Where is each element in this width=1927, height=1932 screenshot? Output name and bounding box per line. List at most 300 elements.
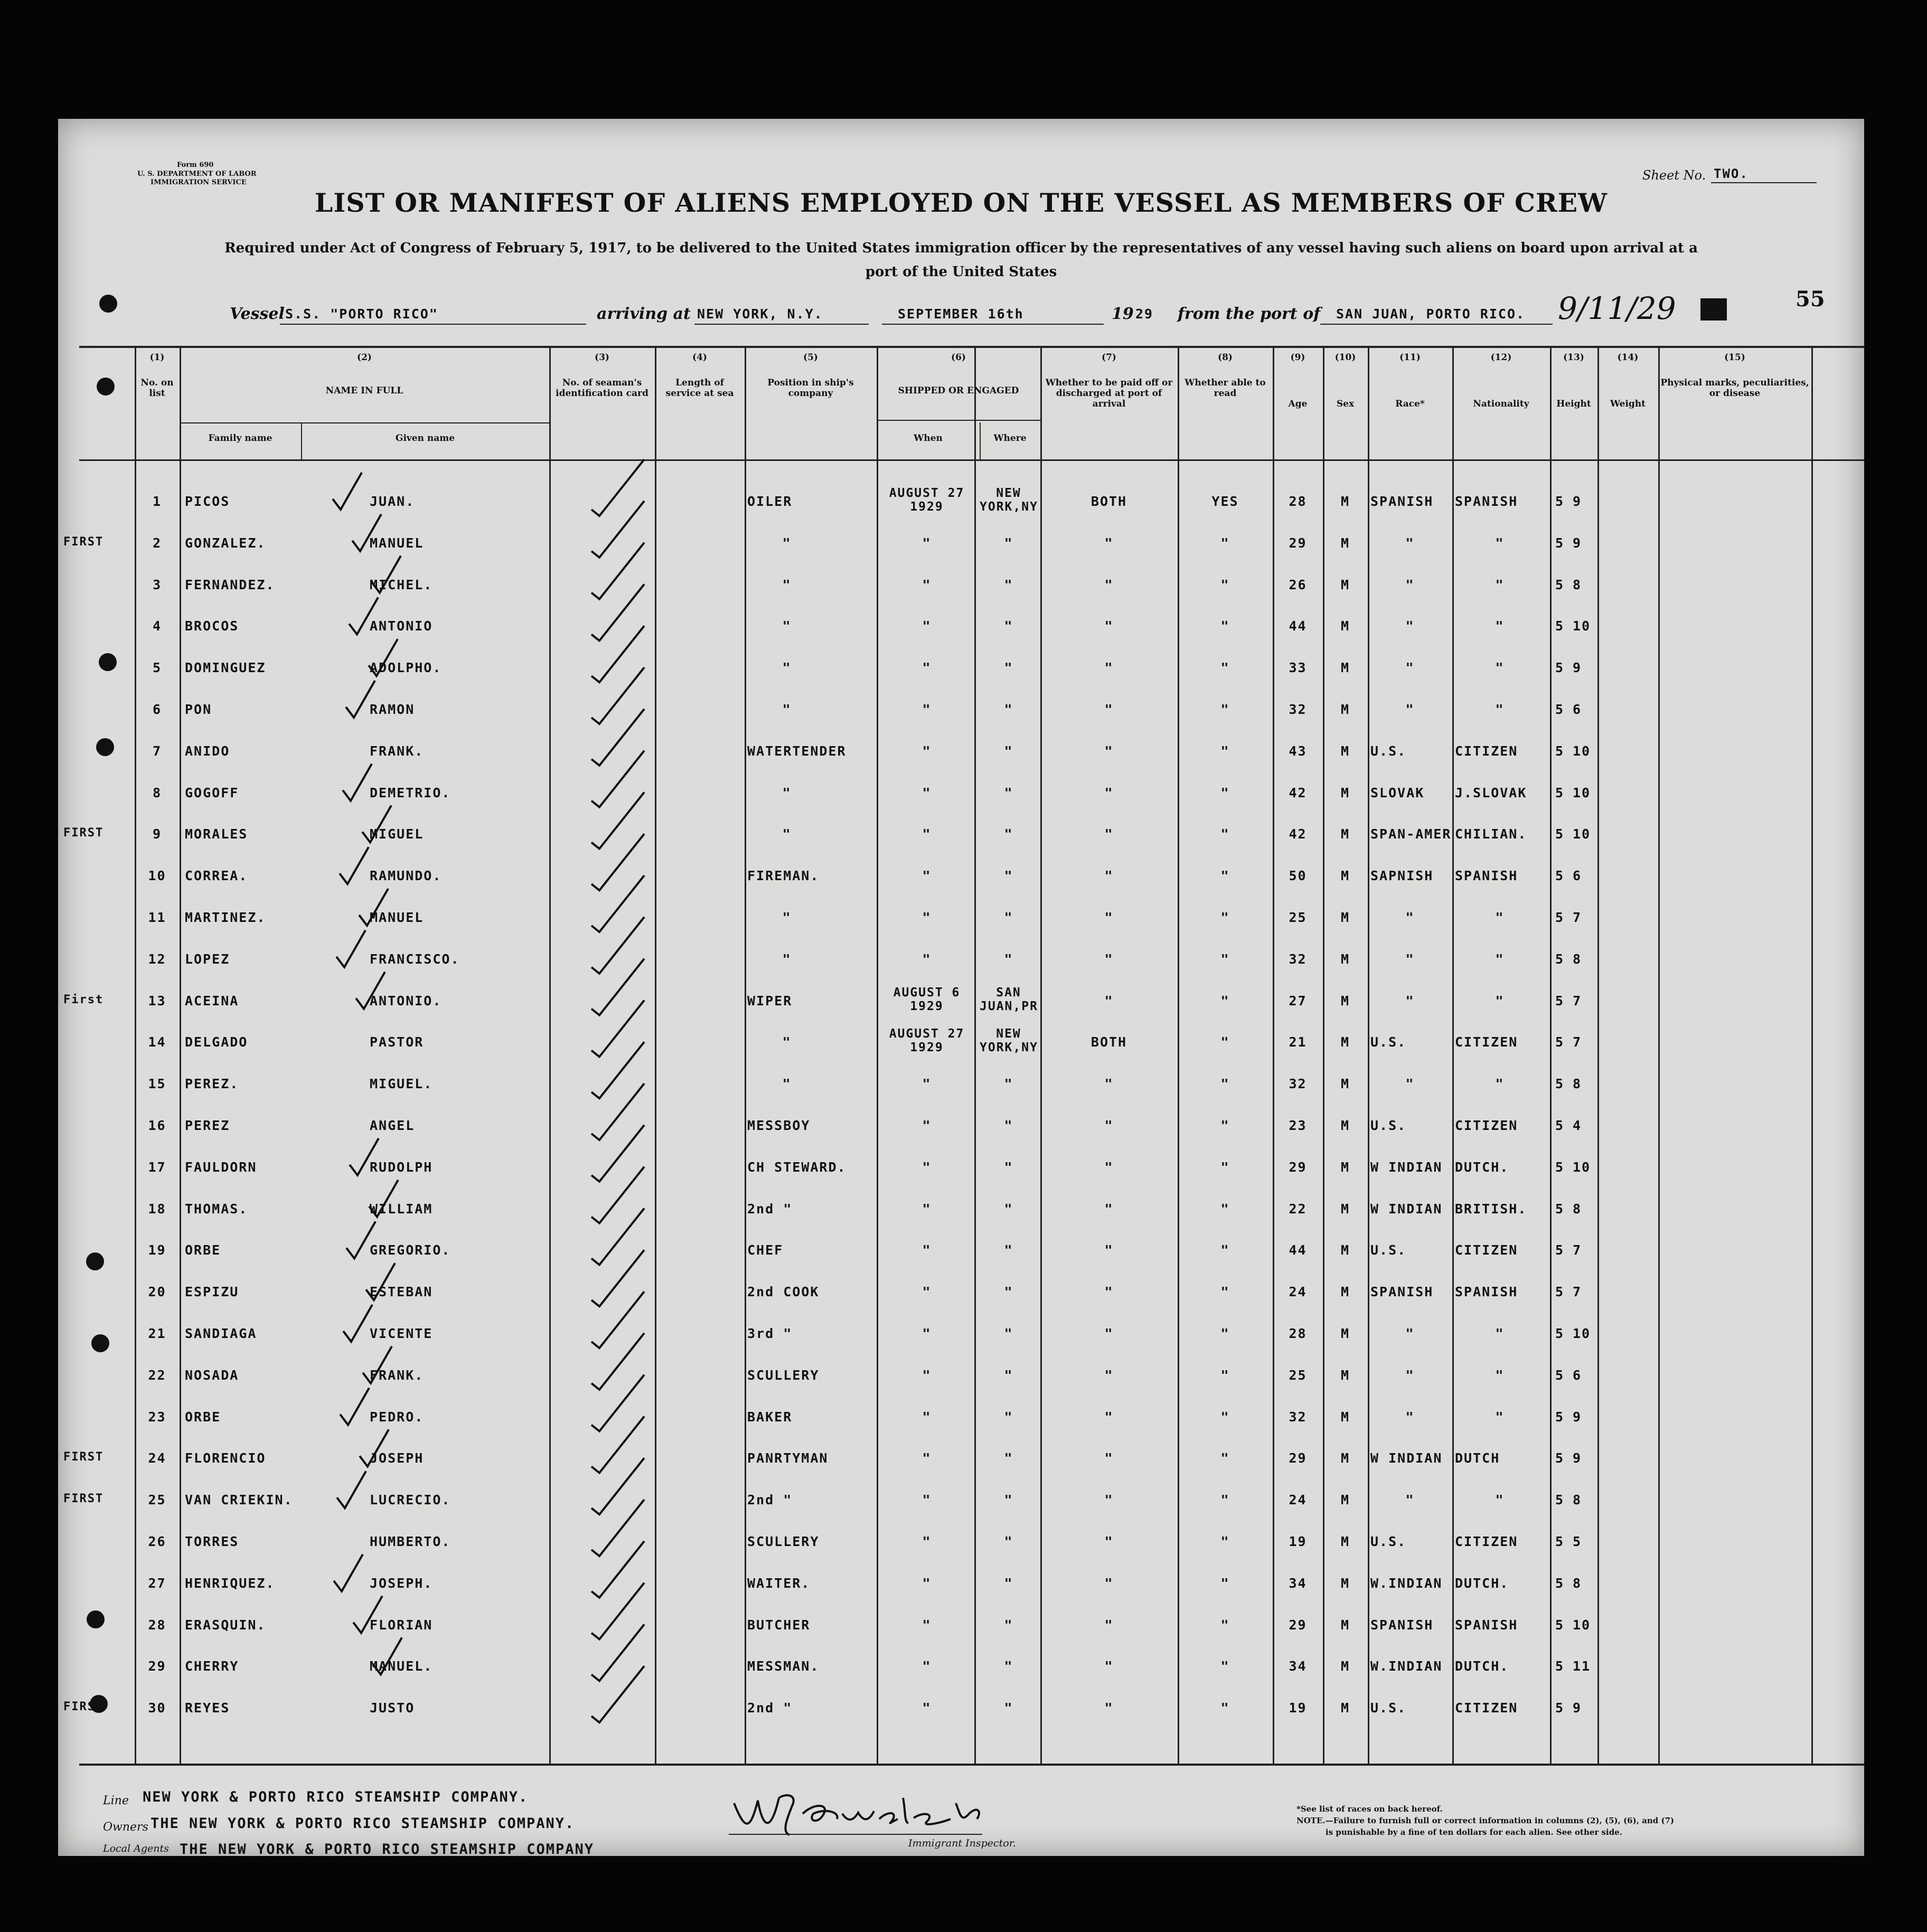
sex-cell: M (1340, 1242, 1350, 1258)
age-cell: 25 (1289, 910, 1307, 925)
given-name-cell: ANGEL (370, 1118, 415, 1133)
column-header-service-length: Length of service at sea (665, 378, 734, 399)
position-cell: " (782, 1076, 792, 1092)
height-inches-cell: 5 (1573, 1534, 1582, 1549)
read-cell: " (1220, 743, 1230, 759)
paid-off-cell: " (1104, 785, 1114, 800)
column-number: (9) (1290, 352, 1305, 363)
read-cell: " (1220, 910, 1230, 925)
id-card-check-icon (591, 543, 644, 599)
given-name-cell: RAMUNDO. (370, 868, 442, 884)
inspector-check-marks (58, 119, 1864, 1856)
height-inches-cell: 9 (1573, 1450, 1582, 1466)
sex-cell: M (1340, 1284, 1350, 1300)
sheet-number-label: Sheet No. (1642, 168, 1706, 183)
height-inches-cell: 8 (1573, 1492, 1582, 1508)
paid-off-cell: " (1104, 993, 1114, 1009)
nationality-cell: " (1495, 1076, 1505, 1092)
read-cell: " (1220, 618, 1230, 634)
nationality-cell: CITIZEN (1455, 1534, 1518, 1549)
read-cell: " (1220, 951, 1230, 967)
race-cell: W.INDIAN (1370, 1658, 1443, 1674)
height-feet-cell: 5 (1555, 1159, 1565, 1175)
column-header-paid-off: Whether to be paid off or discharged at port of arrival (1045, 378, 1173, 409)
column-header-read: Whether able to read (1185, 378, 1266, 399)
nationality-cell: CITIZEN (1455, 1700, 1518, 1716)
position-cell: FIREMAN. (747, 868, 820, 884)
given-name-cell: ANTONIO (370, 618, 433, 634)
race-cell: " (1405, 1492, 1415, 1508)
nationality-cell: CHILIAN. (1455, 826, 1527, 842)
given-name-cell: JUSTO (370, 1700, 415, 1716)
row-number: 2 (152, 535, 162, 551)
column-header-family-name: Family name (208, 433, 272, 444)
check-mark-icon (359, 889, 388, 926)
vessel-label: Vessel (230, 305, 285, 323)
id-card-check-icon (591, 1292, 644, 1348)
shipped-when-cell: " (922, 910, 932, 925)
shipped-where-cell: " (1004, 1409, 1013, 1425)
shipped-when-cell: " (922, 743, 932, 759)
position-cell: BUTCHER (747, 1617, 811, 1633)
position-cell: CH STEWARD. (747, 1159, 847, 1175)
nationality-cell: " (1495, 702, 1505, 717)
row-number: 27 (148, 1575, 166, 1591)
shipped-where-cell: " (1004, 1076, 1013, 1092)
height-feet-cell: 5 (1555, 494, 1565, 509)
check-mark-icon (337, 1471, 366, 1508)
id-card-check-icon (591, 1250, 644, 1306)
row-number: 14 (148, 1034, 166, 1050)
paid-off-cell: " (1104, 951, 1114, 967)
position-cell: PANRTYMAN (747, 1450, 829, 1466)
column-number: (6) (951, 352, 966, 363)
shipped-when-cell: " (922, 951, 932, 967)
shipped-when-cell: " (922, 618, 932, 634)
family-name-cell: ESPIZU (185, 1284, 239, 1300)
margin-annotation: FIRST (63, 535, 104, 549)
nationality-cell: CITIZEN (1455, 1118, 1518, 1133)
shipped-when-cell: " (922, 868, 932, 884)
page-subtitle-2: port of the United States (865, 264, 1057, 280)
shipped-when-cell: " (922, 826, 932, 842)
column-header-when: When (914, 433, 943, 444)
year-prefix: 19 (1112, 305, 1134, 323)
sex-cell: M (1340, 1617, 1350, 1633)
position-cell: 2nd COOK (747, 1284, 820, 1300)
given-name-cell: PEDRO. (370, 1409, 424, 1425)
given-name-cell: JUAN. (370, 494, 415, 509)
position-cell: OILER (747, 494, 793, 509)
sex-cell: M (1340, 1326, 1350, 1341)
check-mark-icon (349, 597, 378, 634)
position-cell: " (782, 577, 792, 592)
id-card-check-icon (591, 667, 644, 724)
position-cell: " (782, 785, 792, 800)
agents-company: THE NEW YORK & PORTO RICO STEAMSHIP COMPANY (180, 1841, 594, 1858)
manifest-sheet (58, 119, 1864, 1856)
column-header-where: Where (993, 433, 1027, 444)
given-name-cell: ADOLPHO. (370, 660, 442, 676)
column-number: (1) (149, 352, 165, 363)
owners-company: THE NEW YORK & PORTO RICO STEAMSHIP COMPANY. (151, 1815, 575, 1832)
shipped-where-cell: " (1004, 868, 1013, 884)
read-cell: " (1220, 702, 1230, 717)
age-cell: 29 (1289, 1617, 1307, 1633)
note-races: *See list of races on back hereof. (1296, 1804, 1443, 1814)
age-cell: 29 (1289, 1159, 1307, 1175)
age-cell: 32 (1289, 1076, 1307, 1092)
shipped-where-cell: " (1004, 1242, 1013, 1258)
height-inches-cell: 9 (1573, 535, 1582, 551)
read-cell: " (1220, 1159, 1230, 1175)
sex-cell: M (1340, 1076, 1350, 1092)
check-mark-icon (350, 1138, 379, 1175)
year-suffix: 29 (1135, 306, 1154, 322)
arriving-label: arriving at (597, 305, 691, 323)
line-company: NEW YORK & PORTO RICO STEAMSHIP COMPANY. (143, 1789, 529, 1805)
shipped-when-cell: " (922, 1326, 932, 1341)
row-number: 18 (148, 1201, 166, 1217)
family-name-cell: PEREZ. (185, 1076, 239, 1092)
paid-off-cell: " (1104, 577, 1114, 592)
read-cell: " (1220, 1367, 1230, 1383)
id-card-check-icon (591, 751, 644, 807)
height-feet-cell: 5 (1555, 868, 1565, 884)
read-cell: " (1220, 1034, 1230, 1050)
position-cell: WATERTENDER (747, 743, 847, 759)
paid-off-cell: " (1104, 1159, 1114, 1175)
sex-cell: M (1340, 1118, 1350, 1133)
row-number: 25 (148, 1492, 166, 1508)
shipped-where-cell: " (1004, 535, 1013, 551)
id-card-check-icon (591, 1541, 644, 1598)
read-cell: " (1220, 1450, 1230, 1466)
row-number: 5 (152, 660, 162, 676)
from-port: SAN JUAN, PORTO RICO. (1336, 306, 1526, 322)
sex-cell: M (1340, 1492, 1350, 1508)
nationality-cell: " (1495, 1492, 1505, 1508)
paid-off-cell: " (1104, 660, 1114, 676)
id-card-check-icon (591, 1624, 644, 1681)
handwritten-date: 9/11/29 (1558, 290, 1676, 326)
column-number: (3) (595, 352, 609, 363)
height-inches-cell: 9 (1573, 660, 1582, 676)
race-cell: U.S. (1370, 1118, 1407, 1133)
form-number: Form 690 (177, 161, 214, 169)
age-cell: 19 (1289, 1700, 1307, 1716)
shipped-when-cell: " (922, 1409, 932, 1425)
paid-off-cell: " (1104, 910, 1114, 925)
vessel-name: S.S. "PORTO RICO" (285, 306, 438, 322)
family-name-cell: FLORENCIO (185, 1450, 266, 1466)
shipped-where-cell: " (1004, 910, 1013, 925)
height-feet-cell: 5 (1555, 1242, 1565, 1258)
race-cell: U.S. (1370, 1534, 1407, 1549)
position-cell: " (782, 951, 792, 967)
nationality-cell: " (1495, 535, 1505, 551)
nationality-cell: CITIZEN (1455, 1034, 1518, 1050)
from-port-label: from the port of (1178, 305, 1321, 323)
row-number: 17 (148, 1159, 166, 1175)
shipped-where-cell: " (1004, 1450, 1013, 1466)
shipped-where-cell: " (1004, 1534, 1013, 1549)
age-cell: 19 (1289, 1534, 1307, 1549)
height-feet-cell: 5 (1555, 1658, 1565, 1674)
given-name-cell: FLORIAN (370, 1617, 433, 1633)
shipped-where-cell: NEW YORK,NY (980, 1027, 1038, 1055)
given-name-cell: MIGUEL (370, 826, 424, 842)
shipped-where-cell: " (1004, 1326, 1013, 1341)
check-mark-icon (343, 1305, 372, 1342)
sex-cell: M (1340, 618, 1350, 634)
family-name-cell: PICOS (185, 494, 230, 509)
height-inches-cell: 10 (1573, 1326, 1591, 1341)
height-inches-cell: 11 (1573, 1658, 1591, 1674)
sex-cell: M (1340, 1409, 1350, 1425)
nationality-cell: J.SLOVAK (1455, 785, 1527, 800)
column-header-given-name: Given name (395, 433, 455, 444)
given-name-cell: FRANCISCO. (370, 951, 460, 967)
sex-cell: M (1340, 1575, 1350, 1591)
id-card-check-icon (591, 584, 644, 640)
column-header-shipped: SHIPPED OR ENGAGED (898, 385, 1019, 396)
read-cell: " (1220, 1242, 1230, 1258)
height-inches-cell: 9 (1573, 1409, 1582, 1425)
shipped-where-cell: NEW YORK,NY (980, 486, 1038, 514)
shipped-where-cell: " (1004, 1284, 1013, 1300)
paid-off-cell: " (1104, 1492, 1114, 1508)
race-cell: W INDIAN (1370, 1201, 1443, 1217)
given-name-cell: GREGORIO. (370, 1242, 451, 1258)
id-card-check-icon (591, 1666, 644, 1722)
id-card-check-icon (591, 459, 644, 516)
race-cell: W INDIAN (1370, 1450, 1443, 1466)
sex-cell: M (1340, 535, 1350, 551)
race-cell: " (1405, 1076, 1415, 1092)
read-cell: " (1220, 535, 1230, 551)
nationality-cell: " (1495, 910, 1505, 925)
family-name-cell: SANDIAGA (185, 1326, 257, 1341)
age-cell: 32 (1289, 702, 1307, 717)
given-name-cell: FRANK. (370, 1367, 424, 1383)
column-header-position: Position in ship's company (767, 378, 854, 399)
column-header-weight: Weight (1610, 399, 1646, 409)
id-card-check-icon (591, 1416, 644, 1473)
paid-off-cell: " (1104, 1076, 1114, 1092)
margin-annotation: FIRST (63, 826, 104, 840)
nationality-cell: CITIZEN (1455, 743, 1518, 759)
age-cell: 44 (1289, 618, 1307, 634)
id-card-check-icon (591, 1500, 644, 1556)
shipped-when-cell: " (922, 1534, 932, 1549)
check-mark-icon (360, 1429, 389, 1466)
nationality-cell: BRITISH. (1455, 1201, 1527, 1217)
position-cell: " (782, 702, 792, 717)
row-number: 4 (152, 618, 162, 634)
id-card-check-icon (591, 1458, 644, 1514)
family-name-cell: MORALES (185, 826, 248, 842)
row-number: 26 (148, 1534, 166, 1549)
height-inches-cell: 7 (1573, 1242, 1582, 1258)
id-card-check-icon (591, 1000, 644, 1057)
position-cell: MESSMAN. (747, 1658, 820, 1674)
height-feet-cell: 5 (1555, 1076, 1565, 1092)
sex-cell: M (1340, 577, 1350, 592)
height-feet-cell: 5 (1555, 951, 1565, 967)
family-name-cell: PON (185, 702, 212, 717)
sex-cell: M (1340, 951, 1350, 967)
age-cell: 22 (1289, 1201, 1307, 1217)
race-cell: " (1405, 1409, 1415, 1425)
column-header-no: No. on list (140, 378, 174, 399)
position-cell: 2nd " (747, 1700, 793, 1716)
sex-cell: M (1340, 1700, 1350, 1716)
nationality-cell: SPANISH (1455, 1617, 1518, 1633)
arrival-port: NEW YORK, N.Y. (697, 306, 823, 322)
check-mark-icon (336, 930, 365, 967)
position-cell: WAITER. (747, 1575, 811, 1591)
shipped-when-cell: AUGUST 27 1929 (889, 1027, 965, 1055)
shipped-where-cell: SAN JUAN,PR (980, 985, 1038, 1013)
given-name-cell: JOSEPH (370, 1450, 424, 1466)
age-cell: 43 (1289, 743, 1307, 759)
check-mark-icon (333, 473, 362, 510)
height-feet-cell: 5 (1555, 1118, 1565, 1133)
race-cell: " (1405, 618, 1415, 634)
family-name-cell: THOMAS. (185, 1201, 248, 1217)
id-card-check-icon (591, 1333, 644, 1390)
nationality-cell: " (1495, 1367, 1505, 1383)
margin-annotation: FIRST (63, 1700, 104, 1714)
family-name-cell: TORRES (185, 1534, 239, 1549)
height-feet-cell: 5 (1555, 1326, 1565, 1341)
height-inches-cell: 10 (1573, 743, 1591, 759)
race-cell: " (1405, 1367, 1415, 1383)
id-card-check-icon (591, 626, 644, 682)
sex-cell: M (1340, 1159, 1350, 1175)
given-name-cell: MANUEL (370, 910, 424, 925)
family-name-cell: ANIDO (185, 743, 230, 759)
check-mark-icon (373, 1637, 402, 1674)
sex-cell: M (1340, 993, 1350, 1009)
shipped-when-cell: " (922, 1367, 932, 1383)
given-name-cell: MANUEL (370, 535, 424, 551)
race-cell: " (1405, 660, 1415, 676)
shipped-where-cell: " (1004, 618, 1013, 634)
race-cell: SLOVAK (1370, 785, 1425, 800)
paid-off-cell: " (1104, 1367, 1114, 1383)
height-feet-cell: 5 (1555, 1492, 1565, 1508)
check-mark-icon (353, 1596, 382, 1633)
row-number: 15 (148, 1076, 166, 1092)
age-cell: 32 (1289, 951, 1307, 967)
height-feet-cell: 5 (1555, 1575, 1565, 1591)
sex-cell: M (1340, 1367, 1350, 1383)
column-header-age: Age (1288, 399, 1308, 409)
age-cell: 44 (1289, 1242, 1307, 1258)
department-label: U. S. DEPARTMENT OF LABOR (137, 170, 257, 178)
family-name-cell: DOMINGUEZ (185, 660, 266, 676)
race-cell: " (1405, 910, 1415, 925)
nationality-cell: " (1495, 660, 1505, 676)
shipped-where-cell: " (1004, 577, 1013, 592)
read-cell: " (1220, 1326, 1230, 1341)
stamp-number: 55 (1796, 287, 1825, 312)
shipped-when-cell: " (922, 785, 932, 800)
row-number: 11 (148, 910, 166, 925)
check-mark-icon (369, 1180, 398, 1217)
height-inches-cell: 7 (1573, 910, 1582, 925)
height-inches-cell: 10 (1573, 1617, 1591, 1633)
given-name-cell: VICENTE (370, 1326, 433, 1341)
shipped-when-cell: AUGUST 27 1929 (889, 486, 965, 514)
given-name-cell: MIGUEL. (370, 1076, 433, 1092)
family-name-cell: LOPEZ (185, 951, 230, 967)
age-cell: 25 (1289, 1367, 1307, 1383)
row-number: 9 (152, 826, 162, 842)
height-feet-cell: 5 (1555, 1617, 1565, 1633)
page-subtitle: Required under Act of Congress of February 5, 1917, to be delivered to the United States immigration officer by the representatives of any vessel having such aliens on board upon arrival at a (224, 240, 1698, 256)
read-cell: " (1220, 993, 1230, 1009)
arrival-date: SEPTEMBER 16th (898, 306, 1024, 322)
height-feet-cell: 5 (1555, 743, 1565, 759)
position-cell: 2nd " (747, 1492, 793, 1508)
read-cell: " (1220, 1700, 1230, 1716)
nationality-cell: DUTCH. (1455, 1575, 1509, 1591)
shipped-when-cell: " (922, 1118, 932, 1133)
row-number: 1 (152, 494, 162, 509)
given-name-cell: RUDOLPH (370, 1159, 433, 1175)
given-name-cell: ESTEBAN (370, 1284, 433, 1300)
sex-cell: M (1340, 910, 1350, 925)
height-feet-cell: 5 (1555, 577, 1565, 592)
family-name-cell: BROCOS (185, 618, 239, 634)
race-cell: U.S. (1370, 1700, 1407, 1716)
shipped-where-cell: " (1004, 702, 1013, 717)
age-cell: 42 (1289, 785, 1307, 800)
family-name-cell: ACEINA (185, 993, 239, 1009)
shipped-when-cell: " (922, 1076, 932, 1092)
read-cell: " (1220, 1617, 1230, 1633)
row-number: 28 (148, 1617, 166, 1633)
position-cell: SCULLERY (747, 1534, 820, 1549)
row-number: 12 (148, 951, 166, 967)
paid-off-cell: " (1104, 1242, 1114, 1258)
paid-off-cell: " (1104, 1575, 1114, 1591)
position-cell: MESSBOY (747, 1118, 811, 1133)
column-header-nationality: Nationality (1473, 399, 1529, 409)
read-cell: " (1220, 1118, 1230, 1133)
shipped-when-cell: " (922, 1575, 932, 1591)
read-cell: " (1220, 577, 1230, 592)
shipped-when-cell: " (922, 535, 932, 551)
sheet-number-value: TWO. (1714, 166, 1749, 181)
given-name-cell: LUCRECIO. (370, 1492, 451, 1508)
id-card-check-icon (591, 1583, 644, 1639)
height-feet-cell: 5 (1555, 1034, 1565, 1050)
family-name-cell: CORREA. (185, 868, 248, 884)
column-number: (7) (1102, 352, 1116, 363)
shipped-when-cell: AUGUST 6 1929 (893, 985, 961, 1013)
shipped-when-cell: " (922, 1450, 932, 1466)
paid-off-cell: " (1104, 868, 1114, 884)
check-mark-icon (334, 1554, 363, 1591)
nationality-cell: " (1495, 1409, 1505, 1425)
row-number: 24 (148, 1450, 166, 1466)
row-number: 21 (148, 1326, 166, 1341)
age-cell: 33 (1289, 660, 1307, 676)
